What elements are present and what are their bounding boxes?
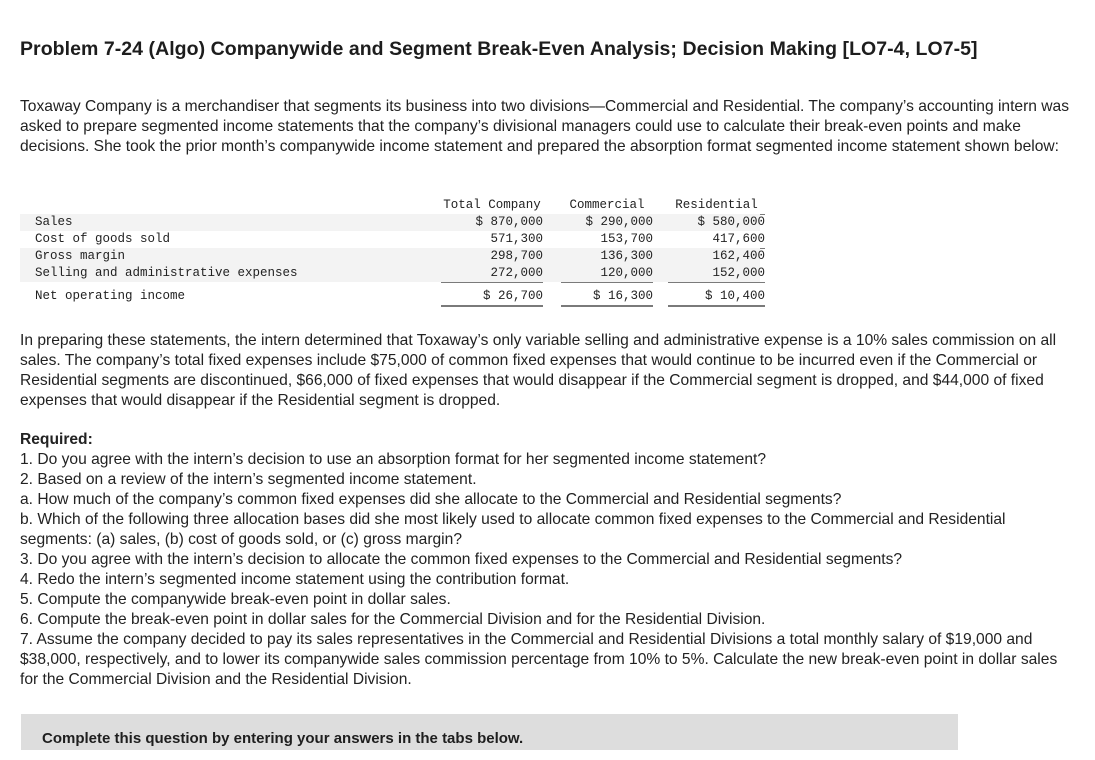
expense-details-paragraph: In preparing these statements, the intern determined that Toxaway’s only variable selling and administrative expense is a 10% sales commission on all sales. The company’s total fixed expenses include $75,000 of common fixed expenses that would continue to be incurred even if the Commercial or Residential segments are discontinued, $66,000 of fixed expenses that would disappear if the Commercial segment is dropped, and $44,000 of fixed expenses that would disappear if the Residential segment is dropped.: [20, 332, 1057, 409]
cell-residential: 162,400: [712, 249, 765, 263]
problem-title: Problem 7-24 (Algo) Companywide and Segment Break-Even Analysis; Decision Making [LO7-4, LO7-5]: [20, 38, 978, 60]
cell-residential: $ 10,400: [668, 288, 765, 307]
required-item-4: 4. Redo the intern’s segmented income statement using the contribution format.: [20, 571, 570, 588]
required-section: [20, 430, 1070, 690]
intro-paragraph: Toxaway Company is a merchandiser that segments its business into two divisions—Commercial and Residential. The company’s accounting intern was asked to prepare segmented income statements that the company’s divisional managers could use to calculate their break-even points and make decisions. She took the prior month’s companywide income statement and prepared the absorption format segmented income statement shown below:: [20, 98, 1070, 155]
required-item-2a: a. How much of the company’s common fixed expenses did she allocate to the Commercial and Residential segments?: [20, 491, 842, 508]
required-item-2b: b. Which of the following three allocation bases did she most likely used to allocate common fixed expenses to the Commercial and Residential segments: (a) sales, (b) cost of goods sold, or (c) gross margin?: [20, 511, 1006, 548]
row-label: Sales: [35, 215, 73, 229]
row-net-operating-income: [20, 288, 765, 305]
row-label: Net operating income: [35, 289, 186, 303]
statement-header-row: [20, 197, 760, 214]
cell-commercial: $ 16,300: [561, 288, 653, 307]
cell-residential: 152,000: [668, 265, 765, 283]
cell-total: $ 26,700: [441, 288, 543, 307]
cell-commercial: 153,700: [561, 231, 653, 249]
instructions-banner: [21, 714, 958, 750]
required-item-1: 1. Do you agree with the intern’s decision to use an absorption format for her segmented income statement?: [20, 451, 767, 468]
row-sales: [20, 214, 765, 231]
segmented-income-statement: [20, 197, 765, 305]
required-item-3: 3. Do you agree with the intern’s decision to allocate the common fixed expenses to the Commercial and Residential segments?: [20, 551, 903, 568]
cell-residential: $ 580,000: [697, 215, 765, 229]
cell-commercial: 136,300: [600, 249, 653, 263]
row-label: Gross margin: [35, 249, 126, 263]
row-cost-of-goods-sold: [20, 231, 765, 248]
cell-total: 571,300: [441, 231, 543, 249]
cell-commercial: 120,000: [561, 265, 653, 283]
cell-residential: 417,600: [668, 231, 765, 249]
row-label: Cost of goods sold: [35, 232, 171, 246]
header-residential: Residential: [668, 197, 765, 215]
required-item-6: 6. Compute the break-even point in dollar sales for the Commercial Division and for the Residential Division.: [20, 611, 766, 628]
required-item-7: 7. Assume the company decided to pay its sales representatives in the Commercial and Residential Divisions a total monthly salary of $19,000 and $38,000, respectively, and to lower its companywide sales commission percentage from 10% to 5%. Calculate the new break-even point in dollar sales for the Commercial Division and the Residential Division.: [20, 631, 1058, 688]
header-commercial: Commercial: [561, 197, 653, 215]
instructions-banner-text: Complete this question by entering your answers in the tabs below.: [42, 730, 524, 747]
required-item-5: 5. Compute the companywide break-even point in dollar sales.: [20, 591, 451, 608]
row-gross-margin: [20, 248, 765, 265]
cell-total: $ 870,000: [475, 215, 543, 229]
cell-total: 272,000: [441, 265, 543, 283]
required-heading: Required:: [20, 431, 93, 448]
row-label: Selling and administrative expenses: [35, 266, 298, 280]
cell-commercial: $ 290,000: [585, 215, 653, 229]
header-total-company: Total Company: [441, 197, 543, 215]
row-selling-admin-expenses: [20, 265, 765, 282]
required-item-2: 2. Based on a review of the intern’s segmented income statement.: [20, 471, 477, 488]
cell-total: 298,700: [490, 249, 543, 263]
